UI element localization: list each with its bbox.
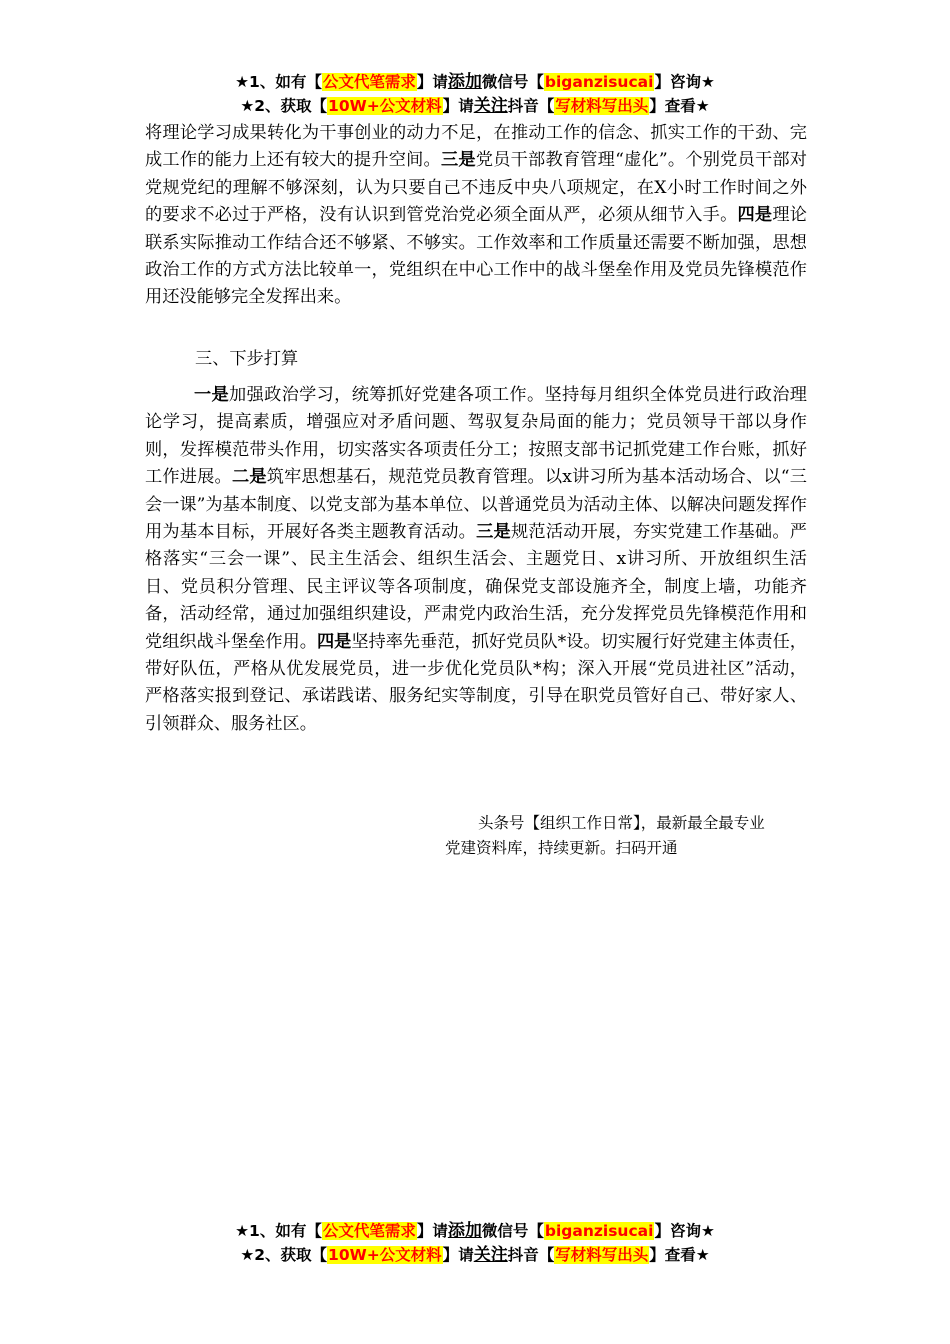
emphasis-follow: 关注 bbox=[473, 96, 508, 116]
promo-line-2: ★2、获取【10W+公文材料】请关注抖音【写材料写出头】查看★ bbox=[240, 96, 710, 116]
promo-line-1: ★1、如有【公文代笔需求】请添加微信号【biganzisucai】咨询★ bbox=[235, 72, 715, 92]
emphasis-add: 添加 bbox=[447, 72, 482, 92]
highlight-materials: 10W+公文材料 bbox=[328, 97, 442, 115]
highlight-wechat-id: biganzisucai bbox=[544, 73, 654, 91]
bold-marker: 一是 bbox=[194, 385, 230, 405]
promo-line-1: ★1、如有【公文代笔需求】请添加微信号【biganzisucai】咨询★ bbox=[235, 1221, 715, 1241]
bold-marker: 三是 bbox=[440, 150, 476, 171]
promo-line-2: ★2、获取【10W+公文材料】请关注抖音【写材料写出头】查看★ bbox=[240, 1245, 710, 1265]
highlight-materials: 10W+公文材料 bbox=[328, 1246, 442, 1264]
highlight-douyin-account: 写材料写出头 bbox=[555, 97, 649, 115]
emphasis-follow: 关注 bbox=[473, 1245, 508, 1265]
section-heading: 三、下步打算 bbox=[195, 349, 299, 369]
bold-marker: 三是 bbox=[476, 522, 511, 543]
promo-banner-bottom bbox=[0, 1219, 950, 1267]
highlight-service: 公文代笔需求 bbox=[322, 1222, 416, 1240]
highlight-wechat-id: biganzisucai bbox=[544, 1222, 654, 1240]
highlight-service: 公文代笔需求 bbox=[322, 73, 416, 91]
footer-note-line-2: 党建资料库，持续更新。扫码开通 bbox=[445, 839, 678, 857]
bold-marker: 四是 bbox=[737, 205, 773, 226]
highlight-douyin-account: 写材料写出头 bbox=[555, 1246, 649, 1264]
promo-banner-top bbox=[0, 70, 950, 118]
bold-marker: 二是 bbox=[231, 467, 267, 488]
paragraph-problems: 将理论学习成果转化为干事创业的动力不足，在推动工作的信念、抓实工作的干劲、完成工作的能力上还有较大的提升空间。三是党员干部教育管理“虚化”。个别党员干部对党规党纪的理解不够深刻，认为只要自己不违反中央八项规定，在X小时工作时间之外的要求不必过于严格，没有认识到管党治党必须全面从严，必须从细节入手。四是理论联系实际推动工作结合还不够紧、不够实。工作效率和工作质量还需要不断加强，思想政治工作的方式方法比较单一，党组织在中心工作中的战斗堡垒作用及党员先锋模范作用还没能够完全发挥出来。 bbox=[145, 123, 807, 308]
emphasis-add: 添加 bbox=[447, 1221, 482, 1241]
bold-marker: 四是 bbox=[316, 631, 352, 652]
footer-note-line-1: 头条号【组织工作日常】，最新最全最专业 bbox=[478, 814, 765, 832]
paragraph-next-steps: 一是加强政治学习，统筹抓好党建各项工作。坚持每月组织全体党员进行政治理论学习，提高素质，增强应对矛盾问题、驾驭复杂局面的能力；党员领导干部以身作则，发挥模范带头作用，切实落实各项责任分工；按照支部书记抓党建工作台账，抓好工作进展。二是筑牢思想基石，规范党员教育管理。以x讲习所为基本活动场合、以“三会一课”为基本制度、以党支部为基本单位、以普通党员为活动主体、以解决问题发挥作用为基本目标，开展好各类主题教育活动。三是规范活动开展，夯实党建工作基础。严格落实“三会一课”、民主生活会、组织生活会、主题党日、x讲习所、开放组织生活日、党员积分管理、民主评议等各项制度，确保党支部设施齐全，制度上墙，功能齐备，活动经常，通过加强组织建设，严肃党内政治生活，充分发挥党员先锋模范作用和党组织战斗堡垒作用。四是坚持率先垂范，抓好党员队*设。切实履行好党建主体责任，带好队伍，严格从优发展党员，进一步优化党员队*构；深入开展“党员进社区”活动，严格落实报到登记、承诺践诺、服务纪实等制度，引导在职党员管好自己、带好家人、引领群众、服务社区。 bbox=[145, 385, 807, 734]
